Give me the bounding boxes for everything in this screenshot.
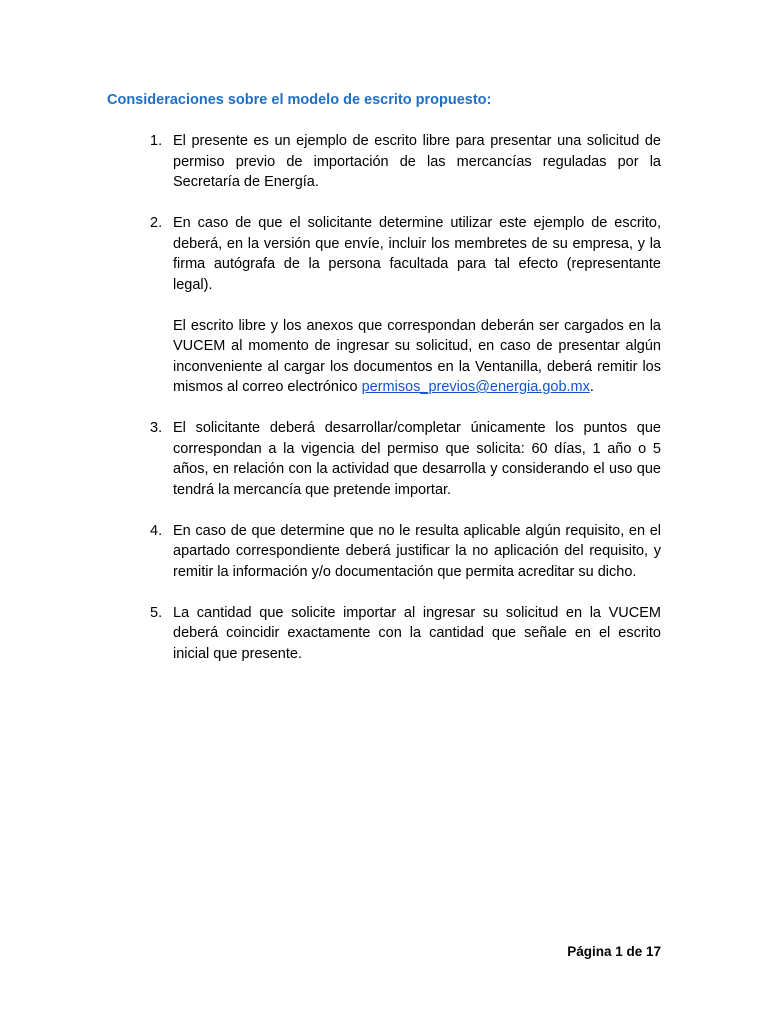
list-item-number: 5. (150, 604, 163, 621)
list-item-text: El presente es un ejemplo de escrito libre para presentar una solicitud de permiso previo de importación de las mercancías reguladas por la Secretaría de Energía. (173, 133, 661, 190)
list-item-text: El solicitante deberá desarrollar/completar únicamente los puntos que correspondan a la vigencia del permiso que solicita: 60 días, 1 año o 5 años, en relación con la actividad que desarrolla y considerando el uso que tendrá la mercancía que pretende importar. (173, 420, 661, 498)
list-item-number: 3. (150, 420, 163, 436)
list-item-text-body: El escrito libre y los anexos que correspondan deberán ser cargados en la VUCEM al momento de ingresar su solicitud, en caso de presentar algún inconveniente al cargar los documentos en la Ventanilla, deberá remitir los mismos al correo electrónico (173, 317, 661, 395)
list-item-text: En caso de que determine que no le resulta aplicable algún requisito, en el apartado correspondiente deberá justificar la no aplicación del requisito, y remitir la información y/o documentación que permita acreditar su dicho. (173, 522, 661, 580)
list-item-4 (150, 521, 661, 583)
list-item-1 (150, 131, 661, 193)
list-item-2 (150, 213, 661, 398)
list-item-number: 4. (150, 522, 163, 539)
list-item-text-continued (173, 316, 661, 398)
list-item-3 (150, 418, 661, 500)
list-item-number: 2. (150, 215, 163, 231)
email-link[interactable]: permisos_previos@energia.gob.mx (361, 379, 590, 395)
list-item-number: 1. (150, 133, 163, 149)
email-suffix: . (589, 379, 594, 395)
list-item-5 (150, 603, 661, 665)
list-item-text: La cantidad que solicite importar al ingresar su solicitud en la VUCEM deberá coincidir exactamente con la cantidad que señale en el escrito inicial que presente. (173, 604, 661, 662)
list-item-text: En caso de que el solicitante determine utilizar este ejemplo de escrito, deberá, en la versión que envíe, incluir los membretes de su empresa, y la firma autógrafa de la persona facultada para tal efecto (representante legal). (173, 215, 661, 293)
page-number: Página 1 de 17 (567, 944, 661, 959)
section-heading: Consideraciones sobre el modelo de escrito propuesto: (107, 92, 492, 108)
considerations-list (150, 131, 661, 685)
